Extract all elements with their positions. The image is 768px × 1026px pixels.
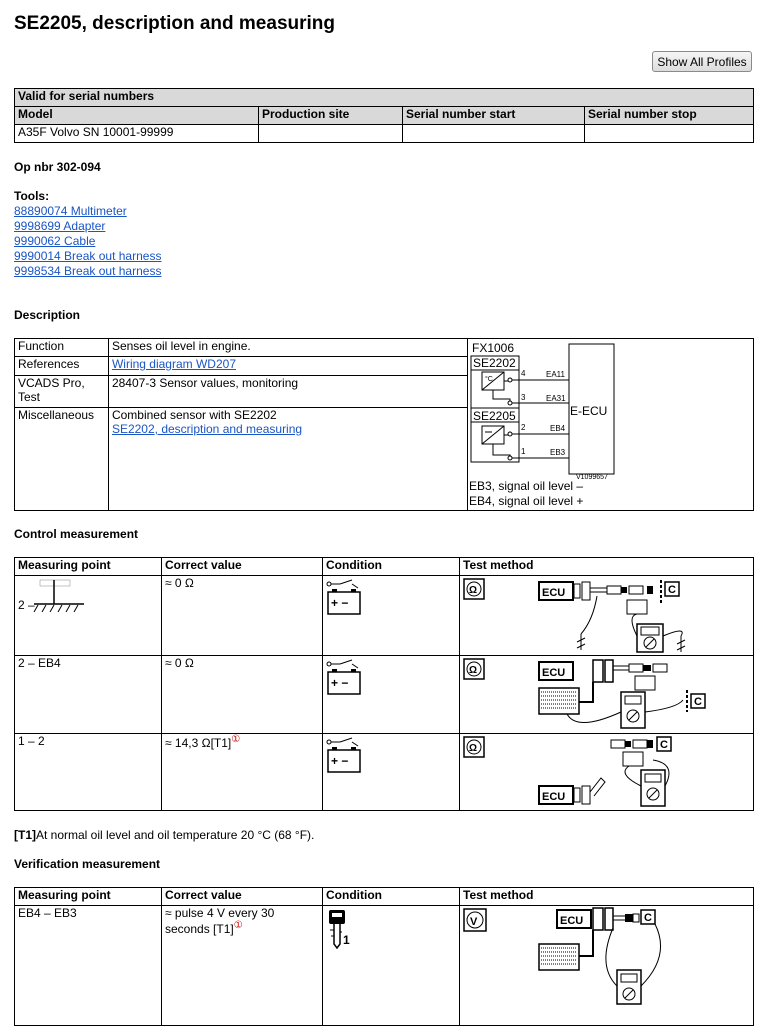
tool-link-adapter[interactable]: 9998699 Adapter — [14, 219, 106, 233]
key-position: 1 — [343, 933, 350, 947]
col-serial-stop: Serial number stop — [585, 107, 754, 125]
tool-link-cable[interactable]: 9990062 Cable — [14, 234, 96, 248]
footnote-tag: [T1] — [14, 828, 36, 842]
ver-point: EB4 – EB3 — [15, 906, 162, 1026]
desc-value-misc: Combined sensor with SE2202 — [111, 408, 277, 422]
diagram-pin-1: 1 — [521, 447, 526, 456]
ver-value: ≈ pulse 4 V every 30 seconds [T1] — [165, 906, 275, 936]
cell-serial-stop — [585, 125, 754, 143]
col-serial-start: Serial number start — [403, 107, 585, 125]
serial-number-table — [14, 88, 754, 143]
verification-table — [14, 887, 754, 1026]
se2202-link[interactable]: SE2202, description and measuring — [111, 422, 303, 436]
ctrl-point-3: 1 – 2 — [15, 734, 162, 811]
verification-heading: Verification measurement — [14, 857, 161, 871]
desc-value-function: Senses oil level in engine. — [108, 339, 467, 357]
table-row — [15, 906, 754, 1026]
table-row — [15, 734, 754, 811]
wiring-diagram-cell — [468, 339, 754, 511]
ctrl-value-3: ≈ 14,3 Ω[T1] — [165, 736, 232, 750]
ver-col-method: Test method — [460, 888, 754, 906]
table-row — [15, 656, 754, 734]
ver-col-value: Correct value — [162, 888, 323, 906]
ctrl-col-point: Measuring point — [15, 558, 162, 576]
cell-production-site — [259, 125, 403, 143]
ecu-label-3: ECU — [542, 791, 566, 803]
ctrl-point-2: 2 – EB4 — [15, 656, 162, 734]
ecu-label-4: ECU — [560, 915, 584, 927]
table-row — [15, 576, 754, 656]
test-setup-1-icon — [537, 576, 747, 654]
diagram-connector: FX1006 — [472, 341, 515, 355]
desc-key-references: References — [15, 357, 109, 376]
battery-switch-icon — [326, 658, 362, 696]
desc-key-misc: Miscellaneous — [15, 408, 109, 511]
diagram-pin-3: 3 — [521, 393, 526, 402]
ohmmeter-icon — [463, 578, 485, 600]
wiring-diagram — [468, 339, 753, 479]
serial-table-caption: Valid for serial numbers — [15, 89, 754, 107]
desc-value-vcads: 28407-3 Sensor values, monitoring — [108, 376, 467, 408]
diagram-pin-2: 2 — [521, 423, 526, 432]
ctrl-col-method: Test method — [460, 558, 754, 576]
show-all-profiles-button[interactable]: Show All Profiles — [652, 51, 752, 72]
description-table — [14, 338, 754, 511]
page-title: SE2205, description and measuring — [14, 13, 335, 34]
desc-key-vcads: VCADS Pro, Test — [15, 376, 109, 408]
ctrl-col-value: Correct value — [162, 558, 323, 576]
footnote — [14, 828, 314, 842]
diagram-signal-eb3: EB3 — [550, 448, 566, 457]
voltmeter-icon — [463, 908, 487, 932]
ver-col-condition: Condition — [323, 888, 460, 906]
ver-col-point: Measuring point — [15, 888, 162, 906]
ctrl-value-2: ≈ 0 Ω — [162, 656, 323, 734]
tool-link-multimeter[interactable]: 88890074 Multimeter — [14, 204, 127, 218]
ctrl-col-condition: Condition — [323, 558, 460, 576]
battery-plus-minus: + − — [331, 596, 349, 610]
ignition-key-icon — [326, 908, 362, 954]
diagram-pin-4: 4 — [521, 369, 526, 378]
test-setup-4-icon — [537, 906, 747, 1006]
desc-key-function: Function — [15, 339, 109, 357]
test-setup-2-icon — [537, 656, 747, 732]
c-label-4: C — [644, 912, 652, 924]
c-label-1: C — [668, 584, 676, 596]
control-heading: Control measurement — [14, 527, 139, 541]
tools-label: Tools: — [14, 189, 50, 203]
diagram-sensor-b: SE2205 — [473, 409, 516, 423]
col-model: Model — [15, 107, 259, 125]
ecu-label-2: ECU — [542, 667, 566, 679]
cell-serial-start — [403, 125, 585, 143]
diagram-caption-1: EB3, signal oil level – — [469, 479, 584, 493]
col-production-site: Production site — [259, 107, 403, 125]
svg-text:°C: °C — [485, 376, 493, 383]
diagram-signal-eb4: EB4 — [550, 424, 566, 433]
diagram-ecu: E-ECU — [570, 404, 608, 418]
ground-symbol-icon — [28, 578, 88, 614]
test-setup-3-icon — [537, 734, 747, 809]
control-table — [14, 557, 754, 811]
tools-section — [14, 189, 161, 279]
description-heading: Description — [14, 308, 81, 322]
tool-link-breakout-2[interactable]: 9998534 Break out harness — [14, 264, 162, 278]
diagram-caption-2: EB4, signal oil level + — [469, 494, 584, 508]
battery-plus-minus: + − — [331, 676, 349, 690]
battery-switch-icon — [326, 578, 362, 616]
op-number: Op nbr 302-094 — [14, 160, 101, 174]
ecu-label-1: ECU — [542, 587, 566, 599]
c-label-2: C — [694, 696, 702, 708]
footnote-marker-icon[interactable]: ① — [231, 734, 241, 745]
ohm-symbol: Ω — [469, 585, 478, 596]
wiring-diagram-link[interactable]: Wiring diagram WD207 — [111, 357, 236, 371]
ctrl-value-1: ≈ 0 Ω — [162, 576, 323, 656]
ctrl-point-1: 2 – — [18, 598, 35, 612]
c-label-3: C — [660, 739, 668, 751]
ohmmeter-icon — [463, 658, 485, 680]
ohm-symbol: Ω — [469, 665, 478, 676]
diagram-sensor-a: SE2202 — [473, 356, 516, 370]
footnote-text: At normal oil level and oil temperature 20 °C (68 °F). — [36, 828, 315, 842]
battery-switch-icon — [326, 736, 362, 774]
footnote-marker-icon[interactable]: ① — [233, 920, 243, 931]
tool-link-breakout-1[interactable]: 9990014 Break out harness — [14, 249, 162, 263]
volt-symbol: V — [470, 916, 478, 928]
ohm-symbol: Ω — [469, 743, 478, 754]
diagram-ref: V1099657 — [576, 474, 608, 479]
diagram-signal-ea31: EA31 — [546, 394, 566, 403]
diagram-signal-ea11: EA11 — [546, 370, 565, 379]
ohmmeter-icon — [463, 736, 485, 758]
battery-plus-minus: + − — [331, 754, 349, 768]
cell-model: A35F Volvo SN 10001-99999 — [15, 125, 259, 143]
